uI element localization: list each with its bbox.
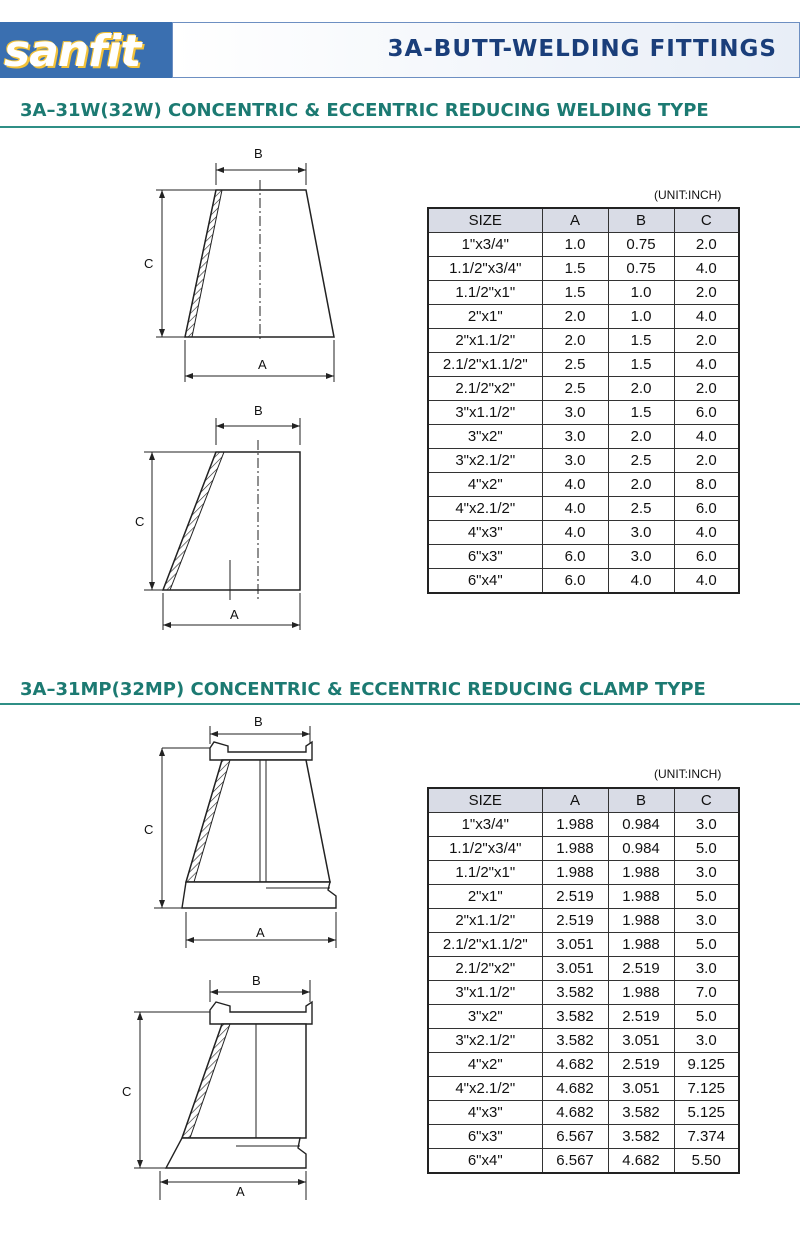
- value-cell: 1.5: [608, 353, 674, 377]
- column-header: SIZE: [428, 788, 542, 813]
- size-cell: 4"x2": [428, 1053, 542, 1077]
- size-cell: 3"x2.1/2": [428, 1029, 542, 1053]
- value-cell: 3.0: [674, 909, 739, 933]
- value-cell: 2.0: [674, 449, 739, 473]
- section-2-title: 3A–31MP(32MP) CONCENTRIC & ECCENTRIC REDUCING CLAMP TYPE: [20, 679, 706, 700]
- table-row: [428, 1125, 739, 1149]
- table-row: [428, 1053, 739, 1077]
- table-row: [428, 425, 739, 449]
- value-cell: 3.582: [542, 1005, 608, 1029]
- size-cell: 6"x3": [428, 545, 542, 569]
- size-cell: 1"x3/4": [428, 813, 542, 837]
- clamp-spec-table: [427, 787, 740, 1174]
- value-cell: 0.75: [608, 257, 674, 281]
- size-cell: 1.1/2"x3/4": [428, 837, 542, 861]
- dim-b-label: B: [254, 714, 263, 729]
- size-cell: 4"x3": [428, 521, 542, 545]
- table-row: [428, 1149, 739, 1174]
- value-cell: 4.682: [542, 1077, 608, 1101]
- size-cell: 1"x3/4": [428, 233, 542, 257]
- value-cell: 0.984: [608, 813, 674, 837]
- size-cell: 6"x3": [428, 1125, 542, 1149]
- column-header: SIZE: [428, 208, 542, 233]
- table-row: [428, 473, 739, 497]
- table-row: [428, 233, 739, 257]
- column-header: A: [542, 788, 608, 813]
- value-cell: 3.0: [542, 449, 608, 473]
- logo-text: sanfit: [4, 26, 141, 77]
- dim-a-label: A: [256, 925, 265, 940]
- size-cell: 4"x2.1/2": [428, 497, 542, 521]
- value-cell: 5.0: [674, 933, 739, 957]
- value-cell: 4.0: [608, 569, 674, 594]
- table-row: [428, 329, 739, 353]
- table-row: [428, 497, 739, 521]
- value-cell: 3.0: [542, 401, 608, 425]
- table-row: [428, 449, 739, 473]
- size-cell: 6"x4": [428, 1149, 542, 1174]
- value-cell: 6.0: [542, 569, 608, 594]
- value-cell: 6.0: [674, 545, 739, 569]
- value-cell: 1.988: [608, 885, 674, 909]
- value-cell: 1.988: [542, 861, 608, 885]
- value-cell: 2.519: [542, 909, 608, 933]
- column-header: B: [608, 208, 674, 233]
- header-title-box: [172, 22, 800, 78]
- value-cell: 2.0: [608, 377, 674, 401]
- size-cell: 2.1/2"x1.1/2": [428, 353, 542, 377]
- value-cell: 1.5: [608, 401, 674, 425]
- column-header: A: [542, 208, 608, 233]
- table-header-row: [428, 788, 739, 813]
- value-cell: 5.0: [674, 885, 739, 909]
- value-cell: 4.682: [542, 1053, 608, 1077]
- table-row: [428, 1005, 739, 1029]
- size-cell: 4"x2": [428, 473, 542, 497]
- value-cell: 2.0: [542, 305, 608, 329]
- value-cell: 2.0: [674, 329, 739, 353]
- dim-a-label: A: [236, 1184, 245, 1199]
- unit-label: (UNIT:INCH): [654, 188, 722, 202]
- size-cell: 1.1/2"x1": [428, 861, 542, 885]
- value-cell: 2.5: [608, 449, 674, 473]
- value-cell: 6.0: [542, 545, 608, 569]
- value-cell: 1.988: [608, 981, 674, 1005]
- value-cell: 0.75: [608, 233, 674, 257]
- value-cell: 3.582: [542, 1029, 608, 1053]
- value-cell: 4.0: [674, 425, 739, 449]
- column-header: C: [674, 788, 739, 813]
- value-cell: 6.567: [542, 1149, 608, 1174]
- value-cell: 4.0: [542, 521, 608, 545]
- table-row: [428, 1077, 739, 1101]
- value-cell: 4.682: [542, 1101, 608, 1125]
- value-cell: 2.519: [608, 1005, 674, 1029]
- value-cell: 3.051: [542, 957, 608, 981]
- value-cell: 6.567: [542, 1125, 608, 1149]
- page-header: [0, 22, 800, 78]
- table-row: [428, 861, 739, 885]
- size-cell: 2"x1.1/2": [428, 329, 542, 353]
- value-cell: 3.0: [674, 957, 739, 981]
- value-cell: 7.374: [674, 1125, 739, 1149]
- value-cell: 5.125: [674, 1101, 739, 1125]
- value-cell: 4.0: [674, 569, 739, 594]
- value-cell: 2.0: [608, 473, 674, 497]
- size-cell: 2.1/2"x1.1/2": [428, 933, 542, 957]
- value-cell: 4.0: [674, 257, 739, 281]
- value-cell: 1.988: [608, 861, 674, 885]
- dim-b-label: B: [254, 146, 263, 161]
- table-row: [428, 545, 739, 569]
- table-row: [428, 257, 739, 281]
- size-cell: 3"x2.1/2": [428, 449, 542, 473]
- dim-b-label: B: [252, 973, 261, 988]
- table-row: [428, 1101, 739, 1125]
- size-cell: 1.1/2"x1": [428, 281, 542, 305]
- value-cell: 2.0: [542, 329, 608, 353]
- value-cell: 1.988: [542, 813, 608, 837]
- section-1-rule: [0, 126, 800, 128]
- value-cell: 7.0: [674, 981, 739, 1005]
- table-row: [428, 885, 739, 909]
- value-cell: 5.0: [674, 837, 739, 861]
- value-cell: 3.0: [674, 1029, 739, 1053]
- table-row: [428, 353, 739, 377]
- table-row: [428, 813, 739, 837]
- value-cell: 2.519: [542, 885, 608, 909]
- section-1-title: 3A–31W(32W) CONCENTRIC & ECCENTRIC REDUCING WELDING TYPE: [20, 100, 709, 121]
- size-cell: 3"x1.1/2": [428, 981, 542, 1005]
- value-cell: 6.0: [674, 497, 739, 521]
- value-cell: 3.0: [608, 521, 674, 545]
- value-cell: 4.682: [608, 1149, 674, 1174]
- table-row: [428, 521, 739, 545]
- table-row: [428, 401, 739, 425]
- size-cell: 3"x2": [428, 425, 542, 449]
- value-cell: 4.0: [674, 353, 739, 377]
- value-cell: 1.0: [542, 233, 608, 257]
- eccentric-welding-drawing: [130, 400, 360, 635]
- value-cell: 3.051: [542, 933, 608, 957]
- column-header: C: [674, 208, 739, 233]
- value-cell: 1.0: [608, 305, 674, 329]
- size-cell: 4"x3": [428, 1101, 542, 1125]
- value-cell: 2.0: [608, 425, 674, 449]
- value-cell: 3.0: [542, 425, 608, 449]
- column-header: B: [608, 788, 674, 813]
- eccentric-clamp-drawing: [110, 968, 360, 1208]
- value-cell: 3.0: [674, 813, 739, 837]
- table-row: [428, 281, 739, 305]
- value-cell: 2.5: [542, 377, 608, 401]
- value-cell: 1.0: [608, 281, 674, 305]
- dim-c-label: C: [144, 256, 154, 271]
- value-cell: 5.0: [674, 1005, 739, 1029]
- dim-b-label: B: [254, 403, 263, 418]
- table-row: [428, 837, 739, 861]
- value-cell: 3.582: [608, 1125, 674, 1149]
- size-cell: 4"x2.1/2": [428, 1077, 542, 1101]
- value-cell: 1.988: [608, 909, 674, 933]
- brand-logo: [0, 22, 172, 78]
- value-cell: 1.988: [608, 933, 674, 957]
- table-header-row: [428, 208, 739, 233]
- size-cell: 3"x1.1/2": [428, 401, 542, 425]
- value-cell: 3.582: [608, 1101, 674, 1125]
- size-cell: 1.1/2"x3/4": [428, 257, 542, 281]
- value-cell: 2.519: [608, 957, 674, 981]
- value-cell: 1.5: [542, 257, 608, 281]
- value-cell: 8.0: [674, 473, 739, 497]
- value-cell: 3.0: [608, 545, 674, 569]
- value-cell: 4.0: [674, 521, 739, 545]
- dim-c-label: C: [135, 514, 145, 529]
- value-cell: 3.0: [674, 861, 739, 885]
- value-cell: 2.5: [608, 497, 674, 521]
- size-cell: 2"x1": [428, 885, 542, 909]
- value-cell: 4.0: [674, 305, 739, 329]
- value-cell: 9.125: [674, 1053, 739, 1077]
- value-cell: 5.50: [674, 1149, 739, 1174]
- size-cell: 2.1/2"x2": [428, 957, 542, 981]
- dim-c-label: C: [144, 822, 154, 837]
- value-cell: 1.5: [542, 281, 608, 305]
- welding-spec-table: [427, 207, 740, 594]
- table-row: [428, 1029, 739, 1053]
- table-row: [428, 933, 739, 957]
- value-cell: 2.0: [674, 281, 739, 305]
- size-cell: 3"x2": [428, 1005, 542, 1029]
- value-cell: 1.5: [608, 329, 674, 353]
- table-row: [428, 981, 739, 1005]
- concentric-clamp-drawing: [130, 712, 360, 952]
- value-cell: 4.0: [542, 473, 608, 497]
- value-cell: 2.5: [542, 353, 608, 377]
- value-cell: 2.0: [674, 233, 739, 257]
- page-title: 3A-BUTT-WELDING FITTINGS: [387, 36, 777, 62]
- table-row: [428, 305, 739, 329]
- size-cell: 2.1/2"x2": [428, 377, 542, 401]
- table-row: [428, 957, 739, 981]
- value-cell: 6.0: [674, 401, 739, 425]
- table-row: [428, 569, 739, 594]
- value-cell: 2.0: [674, 377, 739, 401]
- table-row: [428, 909, 739, 933]
- value-cell: 3.051: [608, 1077, 674, 1101]
- dim-c-label: C: [122, 1084, 132, 1099]
- value-cell: 1.988: [542, 837, 608, 861]
- unit-label: (UNIT:INCH): [654, 767, 722, 781]
- table-row: [428, 377, 739, 401]
- dim-a-label: A: [230, 607, 239, 622]
- value-cell: 7.125: [674, 1077, 739, 1101]
- concentric-welding-drawing: [130, 140, 360, 380]
- size-cell: 2"x1.1/2": [428, 909, 542, 933]
- value-cell: 3.582: [542, 981, 608, 1005]
- dim-a-label: A: [258, 357, 267, 372]
- value-cell: 4.0: [542, 497, 608, 521]
- section-2-rule: [0, 703, 800, 705]
- size-cell: 6"x4": [428, 569, 542, 594]
- value-cell: 3.051: [608, 1029, 674, 1053]
- size-cell: 2"x1": [428, 305, 542, 329]
- value-cell: 2.519: [608, 1053, 674, 1077]
- value-cell: 0.984: [608, 837, 674, 861]
